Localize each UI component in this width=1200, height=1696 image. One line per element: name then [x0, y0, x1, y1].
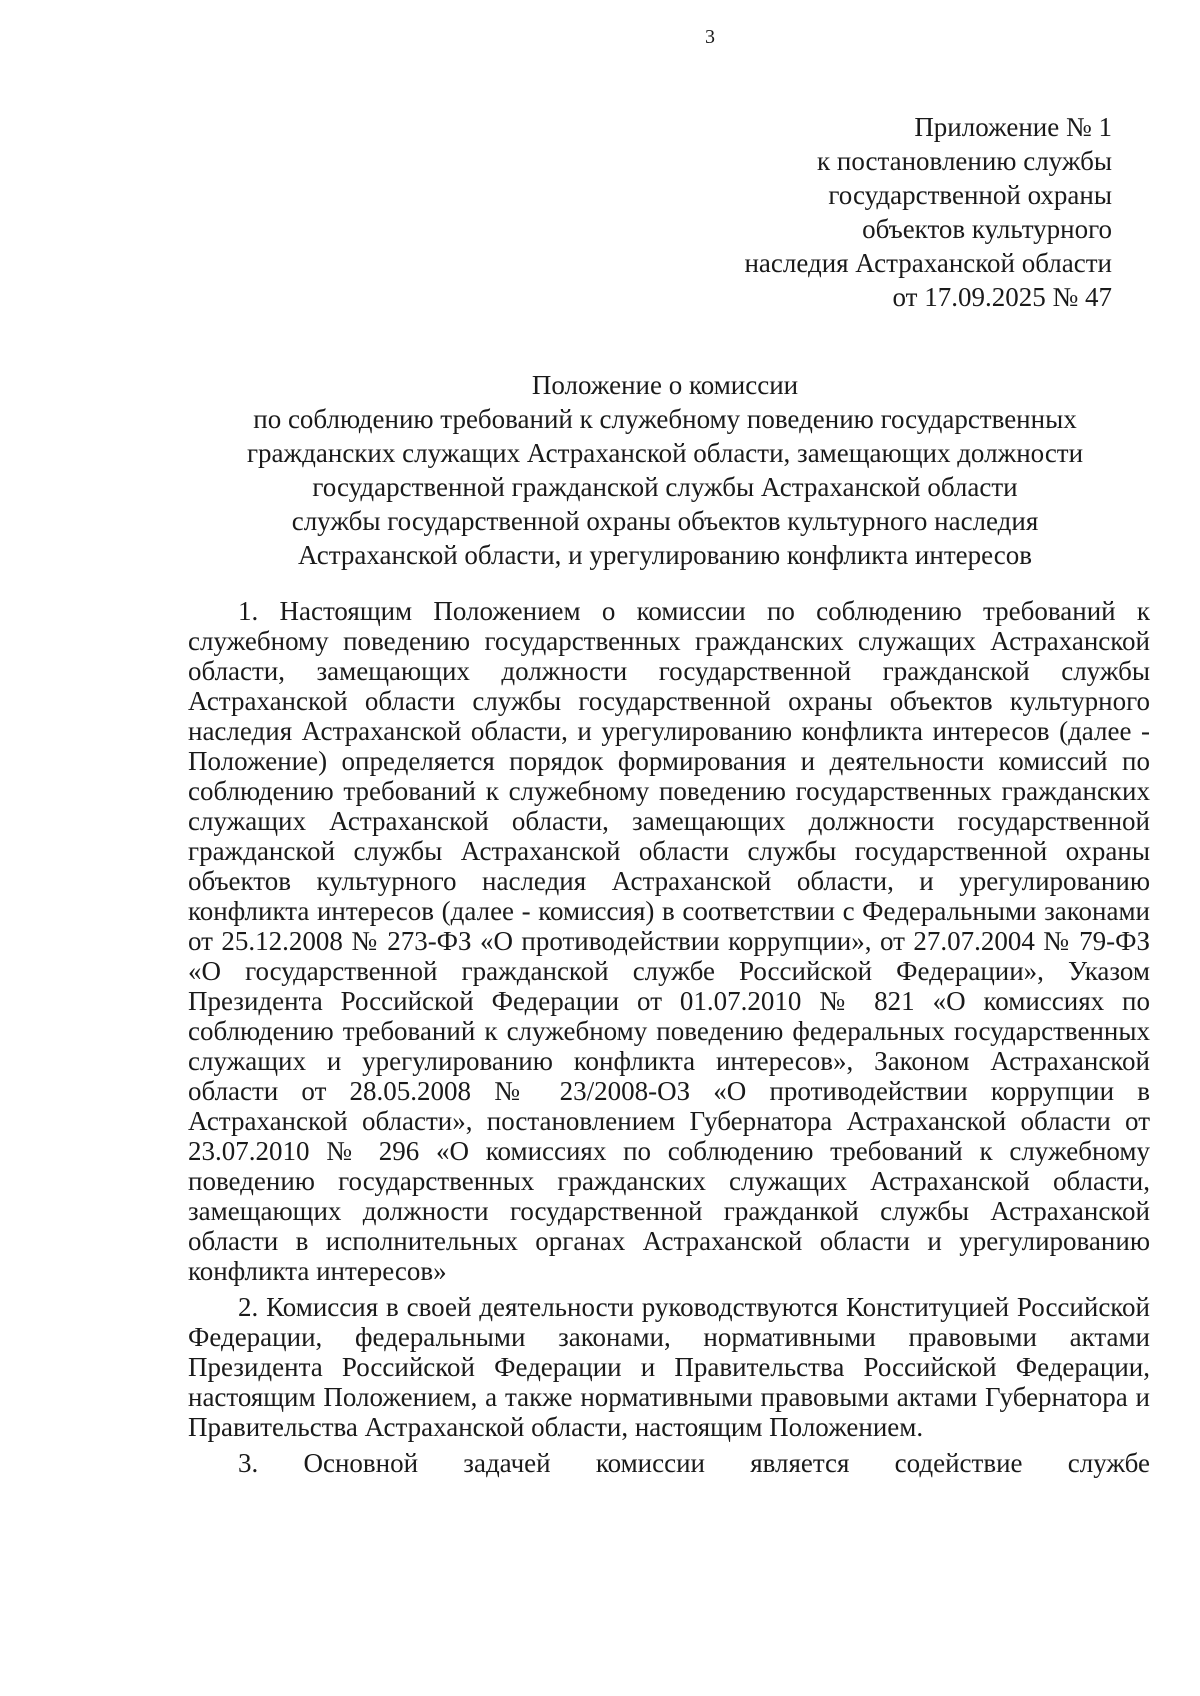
appendix-line: к постановлению службы	[817, 146, 1112, 176]
title-line: Астраханской области, и урегулированию конфликта интересов	[297, 540, 1032, 570]
appendix-line: от 17.09.2025 № 47	[892, 282, 1112, 312]
page-number: 3	[705, 26, 715, 48]
document-title	[190, 368, 1140, 572]
appendix-line: Приложение № 1	[914, 112, 1112, 142]
appendix-line: объектов культурного	[862, 214, 1112, 244]
title-line: Положение о комиссии	[531, 370, 799, 400]
appendix-line: государственной охраны	[828, 180, 1112, 210]
appendix-header	[744, 110, 1112, 314]
title-line: по соблюдению требований к служебному поведению государственных	[253, 404, 1077, 434]
paragraph-2: 2. Комиссия в своей деятельности руководствуются Конституцией Российской Федерации, федеральными законами, нормативными правовыми актами Президента Российской Федерации и Правительства Российской Федерации, настоящим Положением, а также нормативными правовыми актами Губернатора и Правительства Астраханской области, настоящим Положением.	[188, 1292, 1150, 1442]
paragraph-3: 3. Основной задачей комиссии является содействие службе	[238, 1448, 1150, 1478]
title-line: гражданских служащих Астраханской области, замещающих должности	[246, 438, 1084, 468]
appendix-line: наследия Астраханской области	[744, 248, 1112, 278]
title-line: службы государственной охраны объектов культурного наследия	[291, 506, 1039, 536]
paragraph-1: 1. Настоящим Положением о комиссии по соблюдению требований к служебному поведению государственных гражданских служащих Астраханской области, замещающих должности государственной гражданской службы Астраханской области службы государственной охраны объектов культурного наследия Астраханской области, и урегулированию конфликта интересов (далее - Положение) определяется порядок формирования и деятельности комиссий по соблюдению требований к служебному поведению государственных гражданских служащих Астраханской области, замещающих должности государственной гражданской службы Астраханской области службы государственной охраны объектов культурного наследия Астраханской области, и урегулированию конфликта интересов (далее - комиссия) в соответствии с Федеральными законами от 25.12.2008 № 273-ФЗ «О противодействии коррупции», от 27.07.2004 № 79-ФЗ «О государственной гражданской службе Российской Федерации», Указом Президента Российской Федерации от 01.07.2010 № 821 «О комиссиях по соблюдению требований к служебному поведению федеральных государственных служащих и урегулированию конфликта интересов», Законом Астраханской области от 28.05.2008 № 23/2008-ОЗ «О противодействии коррупции в Астраханской области», постановлением Губернатора Астраханской области от 23.07.2010 № 296 «О комиссиях по соблюдению требований к служебному поведению государственных гражданских служащих Астраханской области, замещающих должности государственной гражданкой службы Астраханской области в исполнительных органах Астраханской области и урегулированию конфликта интересов»	[188, 596, 1150, 1286]
document-body	[188, 596, 1150, 1484]
title-line: государственной гражданской службы Астраханской области	[312, 472, 1018, 502]
